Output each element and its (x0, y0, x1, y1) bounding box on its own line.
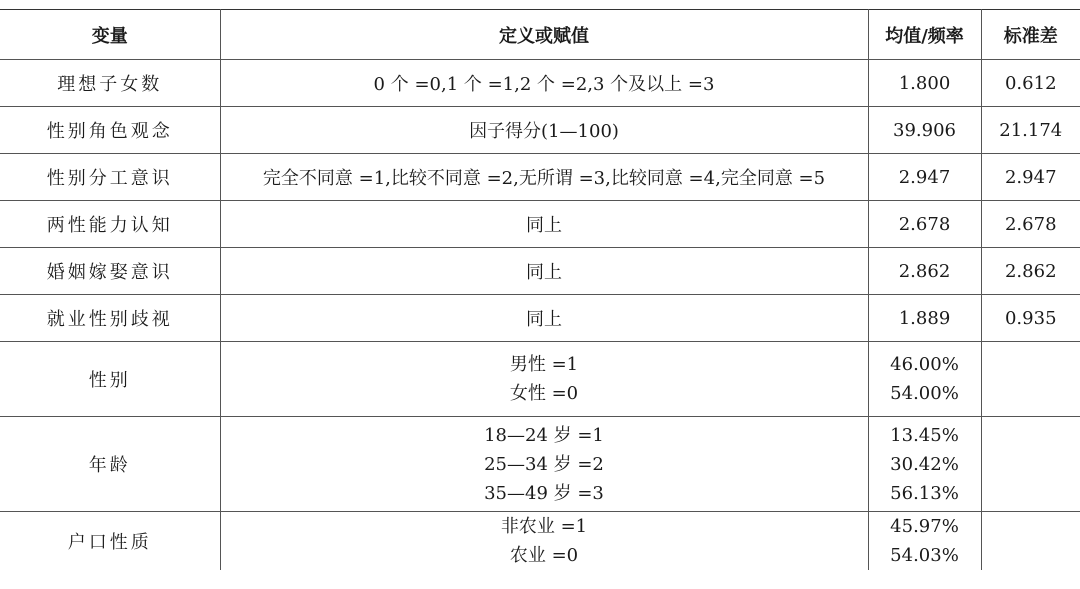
variable-name: 两性能力认知 (0, 201, 220, 248)
mean-line: 45.97% (890, 516, 959, 537)
variable-name: 年龄 (0, 417, 220, 512)
definition (220, 342, 868, 417)
sd-value: 0.935 (981, 295, 1080, 342)
header-variable: 变量 (0, 10, 220, 60)
table-row (0, 154, 1080, 201)
definition-line: 25—34 岁 =2 (484, 453, 604, 475)
table-row (0, 342, 1080, 417)
sd-value (981, 342, 1080, 417)
definition-line: 男性 =1 (509, 354, 579, 375)
sd-value: 2.862 (981, 248, 1080, 295)
mean-value: 1.889 (868, 295, 981, 342)
table-row (0, 107, 1080, 154)
definition: 0 个 =0,1 个 =1,2 个 =2,3 个及以上 =3 (220, 60, 868, 107)
definition: 同上 (220, 201, 868, 248)
table-row (0, 248, 1080, 295)
definition-line: 35—49 岁 =3 (484, 482, 604, 504)
table-row (0, 60, 1080, 107)
header-definition: 定义或赋值 (220, 10, 868, 60)
mean-value: 2.947 (868, 154, 981, 201)
mean-line: 54.03% (890, 545, 959, 566)
sd-value (981, 417, 1080, 512)
definition-line: 农业 =0 (509, 545, 579, 566)
header-row (0, 10, 1080, 60)
variable-name: 户口性质 (0, 512, 220, 571)
sd-value: 2.947 (981, 154, 1080, 201)
mean-value (868, 342, 981, 417)
table-row (0, 201, 1080, 248)
mean-line: 30.42% (890, 453, 959, 475)
mean-value: 2.862 (868, 248, 981, 295)
header-std-dev: 标准差 (981, 10, 1080, 60)
mean-line: 46.00% (890, 354, 959, 375)
sd-value (981, 512, 1080, 571)
sd-value: 0.612 (981, 60, 1080, 107)
header-mean-frequency: 均值/频率 (868, 10, 981, 60)
mean-line: 13.45% (890, 424, 959, 446)
mean-line: 56.13% (890, 482, 959, 504)
mean-value: 1.800 (868, 60, 981, 107)
table-row (0, 417, 1080, 512)
mean-line: 54.00% (890, 383, 959, 404)
definition (220, 512, 868, 571)
mean-value: 39.906 (868, 107, 981, 154)
mean-value (868, 512, 981, 571)
definition: 同上 (220, 295, 868, 342)
variable-name: 性别 (0, 342, 220, 417)
variable-name: 性别分工意识 (0, 154, 220, 201)
sd-value: 2.678 (981, 201, 1080, 248)
table-row (0, 512, 1080, 571)
definition: 完全不同意 =1,比较不同意 =2,无所谓 =3,比较同意 =4,完全同意 =5 (220, 154, 868, 201)
variables-table (0, 9, 1080, 570)
definition: 因子得分(1—100) (220, 107, 868, 154)
variable-name: 性别角色观念 (0, 107, 220, 154)
definition (220, 417, 868, 512)
sd-value: 21.174 (981, 107, 1080, 154)
mean-value (868, 417, 981, 512)
mean-value: 2.678 (868, 201, 981, 248)
variable-name: 婚姻嫁娶意识 (0, 248, 220, 295)
variable-name: 就业性别歧视 (0, 295, 220, 342)
definition-line: 非农业 =1 (500, 516, 588, 537)
definition: 同上 (220, 248, 868, 295)
table-row (0, 295, 1080, 342)
definition-line: 女性 =0 (509, 383, 579, 404)
definition-line: 18—24 岁 =1 (484, 424, 604, 446)
variable-name: 理想子女数 (0, 60, 220, 107)
